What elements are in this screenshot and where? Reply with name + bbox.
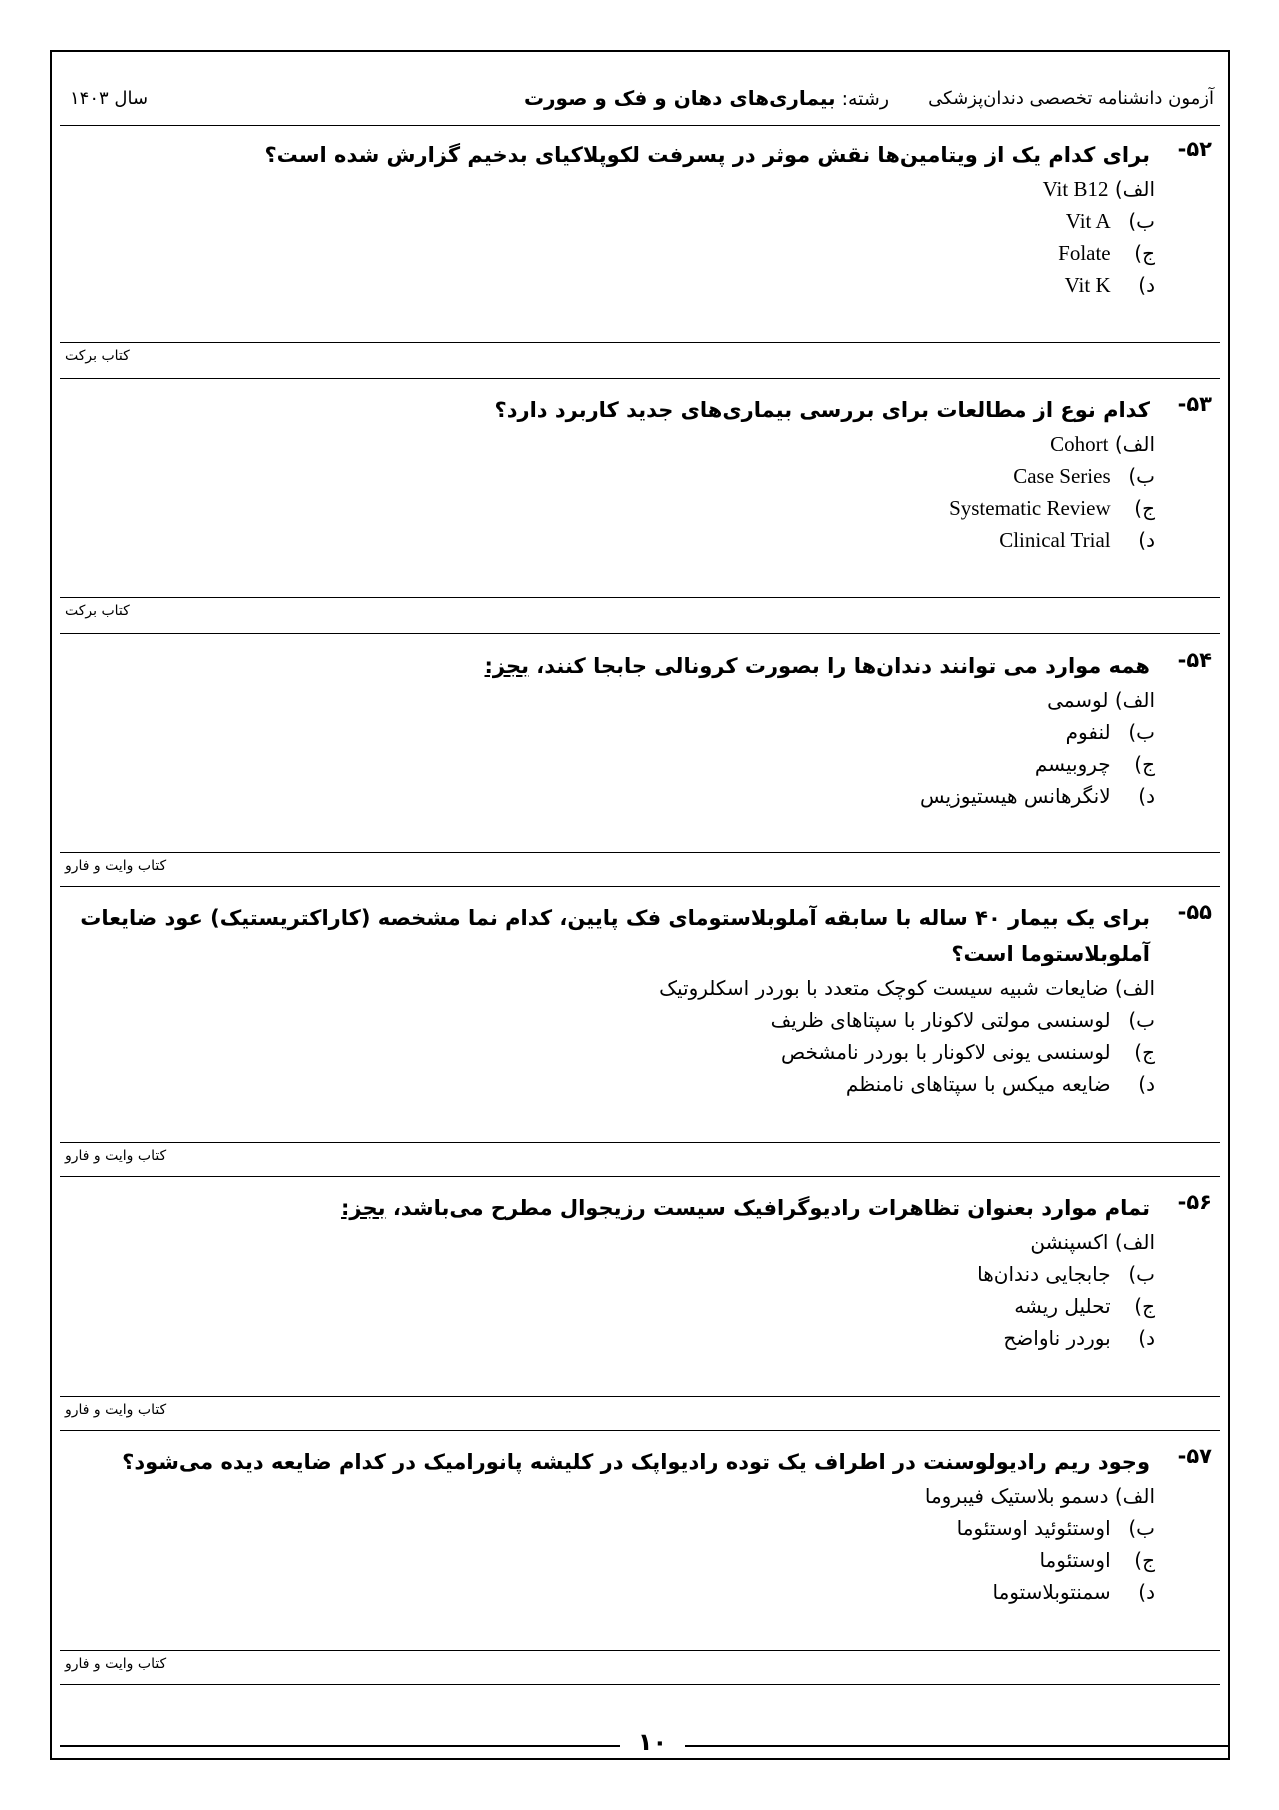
option-text: ضایعات شبیه سیست کوچک متعدد با بوردر اسکلروتیک <box>659 976 1109 1000</box>
option-text: اوستئوئید اوستئوما <box>956 1516 1111 1540</box>
divider <box>60 633 1220 634</box>
option-text: Vit B12 <box>1042 177 1109 201</box>
option-label: د) <box>1138 784 1155 808</box>
option-label: ج) <box>1134 241 1155 265</box>
options-list <box>60 1480 1220 1608</box>
option[interactable] <box>60 492 1155 524</box>
option-text: Cohort <box>1050 432 1109 456</box>
option[interactable] <box>60 1036 1155 1068</box>
option-label: ج) <box>1134 496 1155 520</box>
source-text: کتاب وایت و فارو <box>65 858 167 874</box>
question-text-emphasis: بجز: <box>484 654 529 678</box>
options-list <box>60 972 1220 1100</box>
option-text: لوسنسی مولتی لاکونار با سپتاهای ظریف <box>770 1008 1111 1032</box>
option[interactable] <box>60 1544 1155 1576</box>
question-text-line: برای یک بیمار ۴۰ ساله با سابقه آملوبلاستومای فک پایین، کدام نما مشخصه (کاراکتریستیک) عود ضایعات <box>80 906 1150 930</box>
option[interactable] <box>60 716 1155 748</box>
divider <box>60 1142 1220 1143</box>
option-text: Systematic Review <box>949 496 1111 520</box>
divider <box>60 342 1220 343</box>
source-note <box>60 1656 1220 1672</box>
source-note <box>60 1148 1220 1164</box>
divider <box>60 125 1220 126</box>
question-text <box>60 900 1220 972</box>
exam-year: سال ۱۴۰۳ <box>70 88 149 109</box>
option[interactable] <box>60 1290 1155 1322</box>
option-label: ب) <box>1128 1516 1155 1540</box>
option[interactable] <box>60 173 1155 205</box>
question-text: کدام نوع از مطالعات برای بررسی بیماری‌های جدید کاربرد دارد؟ <box>494 398 1150 422</box>
option[interactable] <box>60 1004 1155 1036</box>
option-label: د) <box>1138 528 1155 552</box>
option-text: جابجایی دندان‌ها <box>977 1262 1111 1286</box>
option-label: ج) <box>1134 752 1155 776</box>
question-number: ۵۶- <box>1177 1190 1212 1214</box>
option-label: ب) <box>1128 720 1155 744</box>
question-text <box>60 1190 1220 1226</box>
option[interactable] <box>60 972 1155 1004</box>
option-label: ب) <box>1128 1262 1155 1286</box>
option[interactable] <box>60 684 1155 716</box>
source-text: کتاب وایت و فارو <box>65 1402 167 1418</box>
question-57 <box>60 1444 1220 1608</box>
option-label: الف) <box>1114 688 1155 712</box>
option-text: Folate <box>1058 241 1111 265</box>
divider <box>60 597 1220 598</box>
question-text-main: همه موارد می توانند دندان‌ها را بصورت کرونالی جابجا کنند، <box>536 654 1150 678</box>
question-text: وجود ریم رادیولوسنت در اطراف یک توده رادیواپک در کلیشه پانورامیک در کدام ضایعه دیده می‌شود؟ <box>122 1450 1150 1474</box>
option-label: الف) <box>1114 177 1155 201</box>
option-text: اکسپنشن <box>1030 1230 1109 1254</box>
option-text: لوسنسی یونی لاکونار با بوردر نامشخص <box>781 1040 1111 1064</box>
question-text-line: آملوبلاستوما است؟ <box>951 942 1150 966</box>
option-label: ج) <box>1134 1294 1155 1318</box>
question-text: برای کدام یک از ویتامین‌ها نقش موثر در پسرفت لکوپلاکیای بدخیم گزارش شده است؟ <box>264 143 1150 167</box>
question-53 <box>60 392 1220 556</box>
option[interactable] <box>60 237 1155 269</box>
page-header <box>60 80 1219 120</box>
question-55 <box>60 900 1220 1100</box>
divider <box>60 852 1220 853</box>
option-text: بوردر ناواضح <box>1003 1326 1111 1350</box>
divider <box>60 886 1220 887</box>
footer-rule-left <box>60 1745 620 1747</box>
field-title <box>524 86 889 110</box>
option-text: لوسمی <box>1047 688 1109 712</box>
option-label: الف) <box>1114 976 1155 1000</box>
question-text-emphasis: بجز: <box>341 1196 386 1220</box>
option[interactable] <box>60 1068 1155 1100</box>
option-label: ج) <box>1134 1040 1155 1064</box>
source-note <box>60 858 1220 874</box>
question-number: ۵۴- <box>1177 648 1212 672</box>
option-text: Vit K <box>1064 273 1111 297</box>
option-label: د) <box>1138 1072 1155 1096</box>
option[interactable] <box>60 460 1155 492</box>
divider <box>60 1650 1220 1651</box>
option-text: Case Series <box>1013 464 1111 488</box>
option-label: الف) <box>1114 432 1155 456</box>
option[interactable] <box>60 1512 1155 1544</box>
option-label: ب) <box>1128 1008 1155 1032</box>
options-list <box>60 1226 1220 1354</box>
question-number: ۵۲- <box>1177 137 1212 161</box>
source-note <box>60 348 1220 364</box>
option[interactable] <box>60 748 1155 780</box>
option-text: ضایعه میکس با سپتاهای نامنظم <box>845 1072 1111 1096</box>
option-text: دسمو بلاستیک فیبروما <box>924 1484 1109 1508</box>
option-text: چروبیسم <box>1034 752 1111 776</box>
option[interactable] <box>60 780 1155 812</box>
option[interactable] <box>60 1226 1155 1258</box>
divider <box>60 1684 1220 1685</box>
options-list <box>60 173 1220 301</box>
option[interactable] <box>60 1576 1155 1608</box>
option[interactable] <box>60 205 1155 237</box>
option-label: ب) <box>1128 464 1155 488</box>
divider <box>60 1176 1220 1177</box>
source-text: کتاب وایت و فارو <box>65 1656 167 1672</box>
source-note <box>60 1402 1220 1418</box>
options-list <box>60 428 1220 556</box>
divider <box>60 1430 1220 1431</box>
question-number: ۵۳- <box>1177 392 1212 416</box>
option-label: د) <box>1138 273 1155 297</box>
option[interactable] <box>60 524 1155 556</box>
option[interactable] <box>60 1322 1155 1354</box>
options-list <box>60 684 1220 812</box>
divider <box>60 378 1220 379</box>
option-text: اوستئوما <box>1039 1548 1111 1572</box>
question-52 <box>60 137 1220 301</box>
divider <box>60 1396 1220 1397</box>
footer-rule-right <box>685 1745 1230 1747</box>
field-name: بیماری‌های دهان و فک و صورت <box>523 86 836 110</box>
question-number: ۵۷- <box>1177 1444 1212 1468</box>
option-text: سمنتوبلاستوما <box>992 1580 1111 1604</box>
question-text <box>60 648 1220 684</box>
option[interactable] <box>60 269 1155 301</box>
question-54 <box>60 648 1220 812</box>
option-text: Clinical Trial <box>999 528 1111 552</box>
option-text: Vit A <box>1065 209 1111 233</box>
option-label: د) <box>1138 1326 1155 1350</box>
option-label: د) <box>1138 1580 1155 1604</box>
source-text: کتاب وایت و فارو <box>65 1148 167 1164</box>
field-label: رشته: <box>841 88 889 110</box>
option-text: لنفوم <box>1065 720 1111 744</box>
source-text: کتاب برکت <box>65 603 130 619</box>
page-number: ۱۰ <box>637 1728 668 1756</box>
option-label: ب) <box>1128 209 1155 233</box>
exam-title: آزمون دانشنامه تخصصی دندان‌پزشکی <box>928 88 1214 109</box>
option-text: تحلیل ریشه <box>1014 1294 1111 1318</box>
question-text-main: تمام موارد بعنوان تظاهرات رادیوگرافیک سیست رزیجوال مطرح می‌باشد، <box>392 1196 1150 1220</box>
question-56 <box>60 1190 1220 1354</box>
source-text: کتاب برکت <box>65 348 130 364</box>
question-number: ۵۵- <box>1177 900 1212 924</box>
option-label: الف) <box>1114 1230 1155 1254</box>
option[interactable] <box>60 1258 1155 1290</box>
source-note <box>60 603 1220 619</box>
option[interactable] <box>60 1480 1155 1512</box>
option[interactable] <box>60 428 1155 460</box>
option-label: ج) <box>1134 1548 1155 1572</box>
option-text: لانگرهانس هیستیوزیس <box>919 784 1111 808</box>
option-label: الف) <box>1114 1484 1155 1508</box>
